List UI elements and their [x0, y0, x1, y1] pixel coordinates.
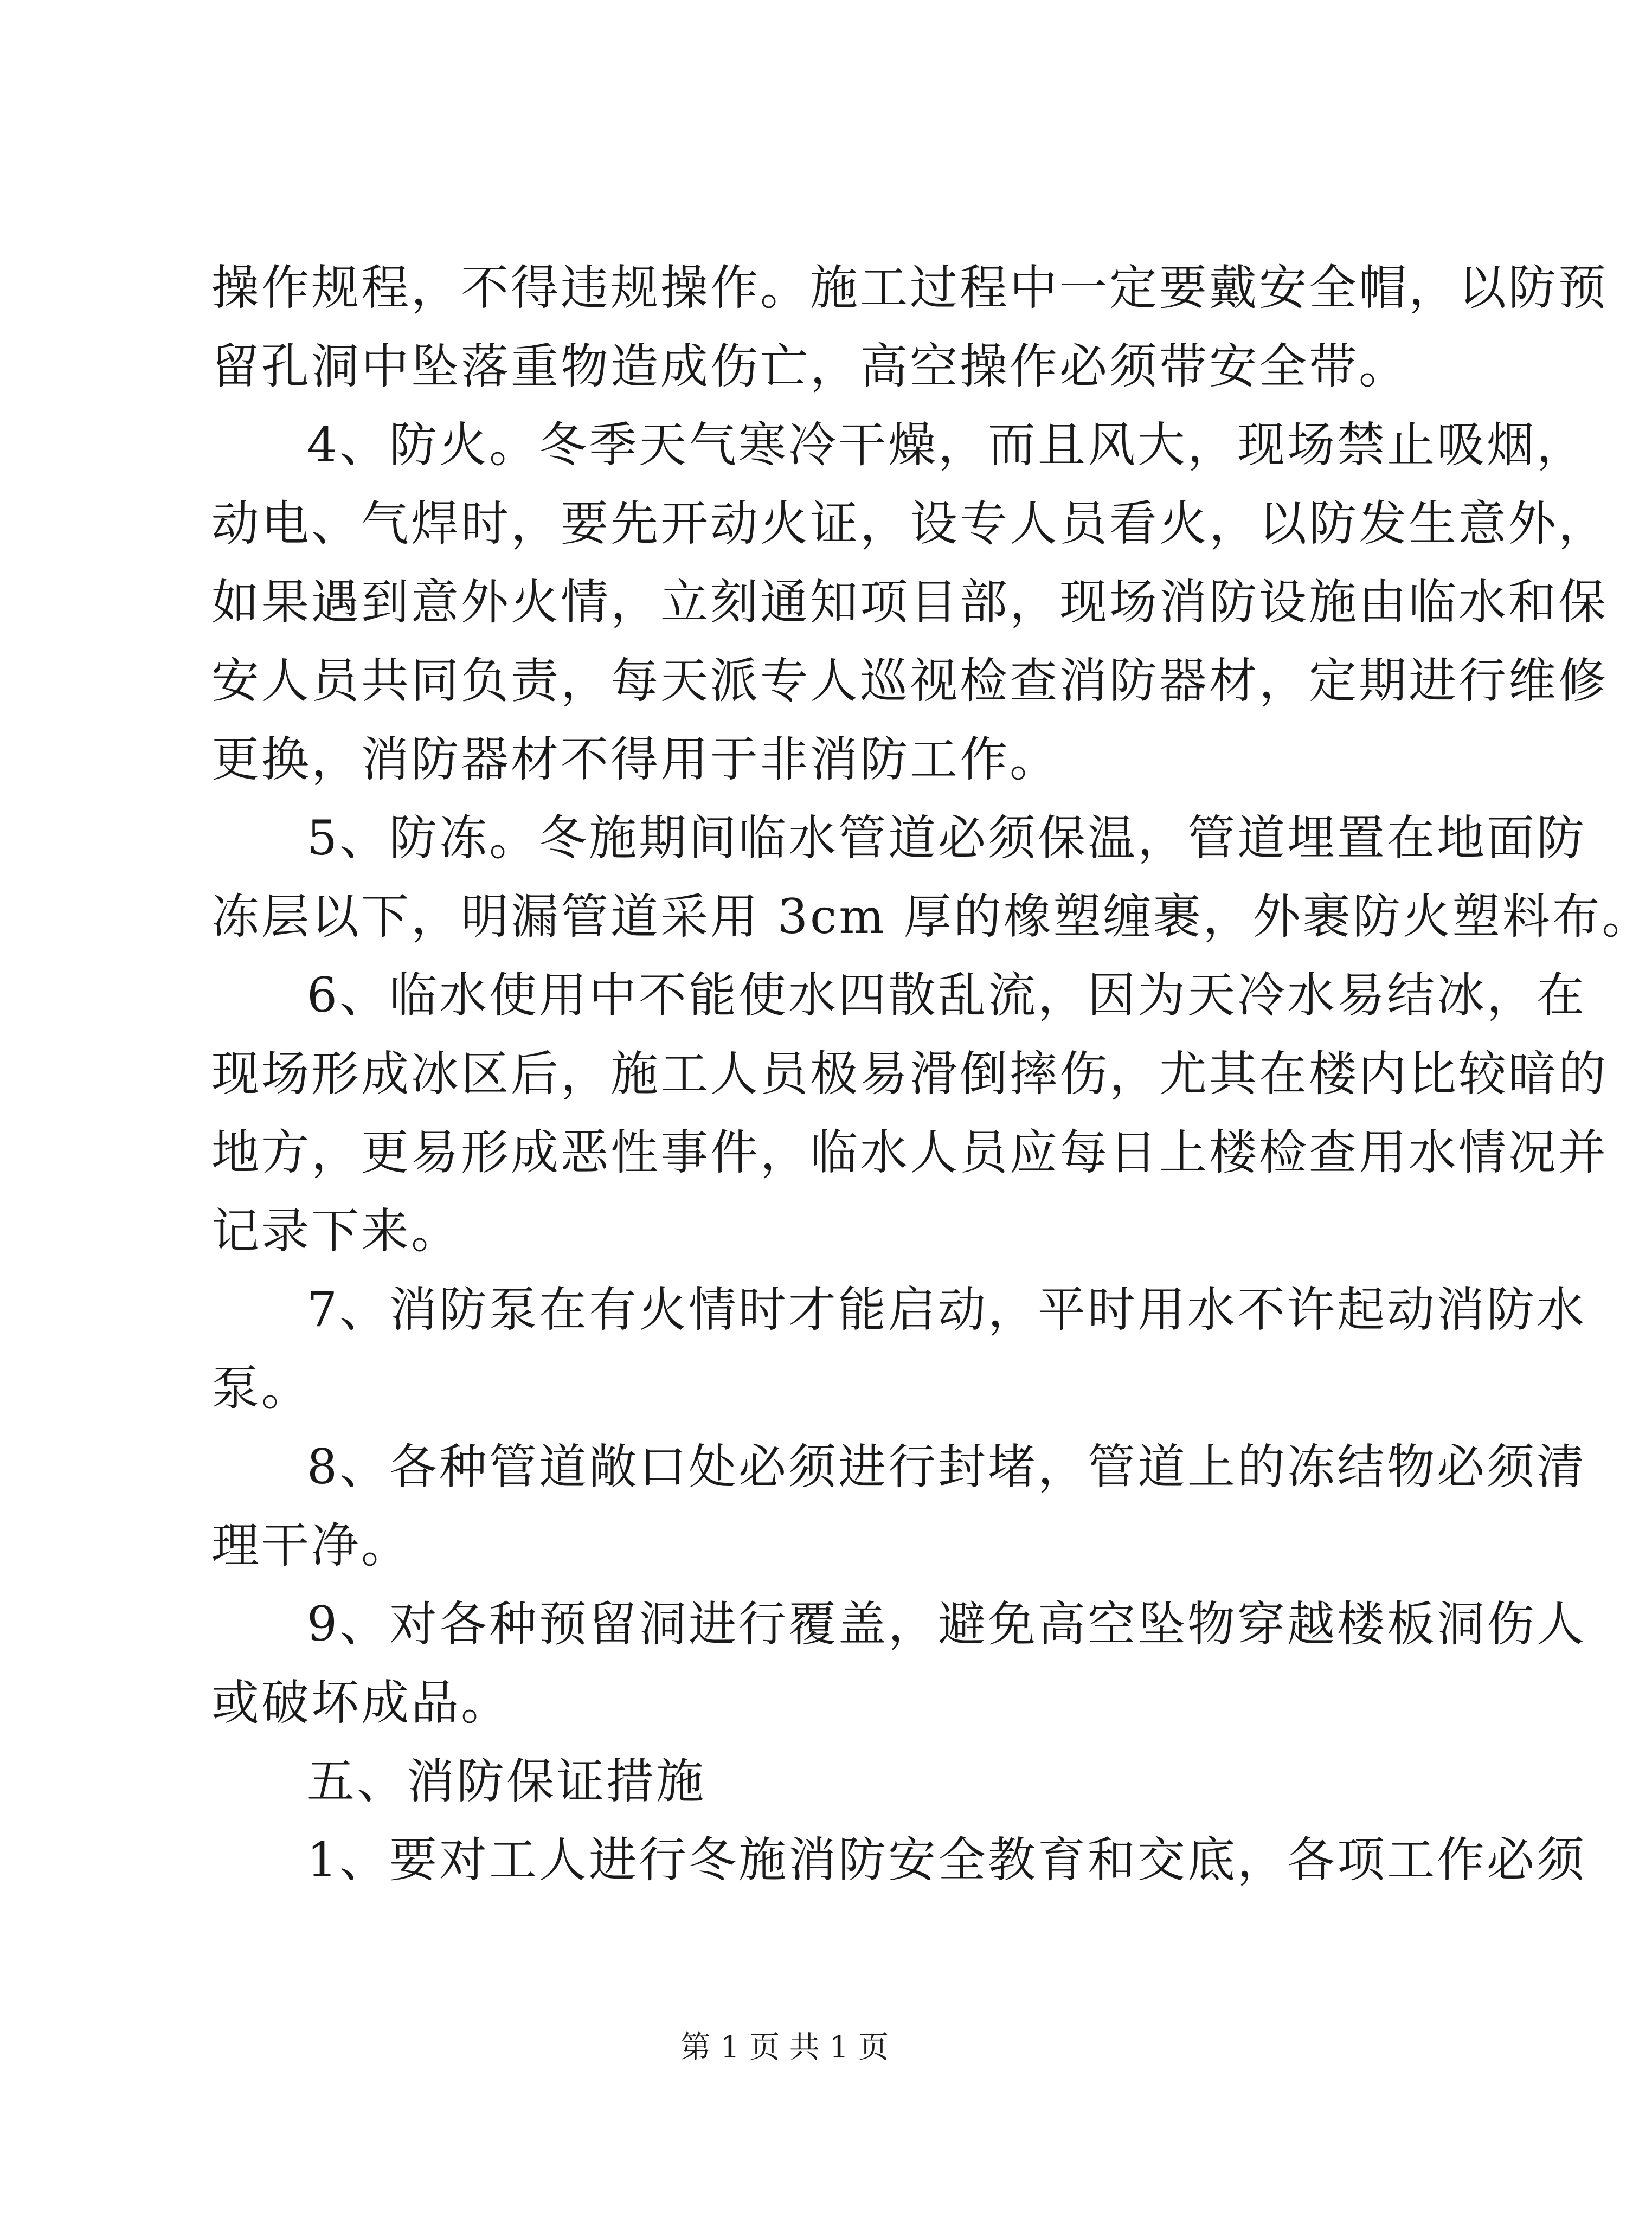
text-line: 7、消防泵在有火情时才能启动，平时用水不许起动消防水: [307, 1282, 1586, 1337]
text-line: 记录下来。: [211, 1203, 461, 1259]
text-line: 地方，更易形成恶性事件，临水人员应每日上楼检查用水情况并: [211, 1124, 1609, 1180]
text-line: 或破坏成品。: [211, 1675, 511, 1731]
text-line: 9、对各种预留洞进行覆盖，避免高空坠物穿越楼板洞伤人: [307, 1596, 1586, 1652]
text-line: 6、临水使用中不能使水四散乱流，因为天冷水易结冰，在: [307, 967, 1586, 1023]
text-line: 安人员共同负责，每天派专人巡视检查消防器材，定期进行维修: [211, 653, 1609, 709]
text-line: 4、防火。冬季天气寒冷干燥，而且风大，现场禁止吸烟，: [307, 417, 1586, 473]
text-line: 理干净。: [211, 1517, 412, 1573]
document-body: [211, 248, 1652, 1899]
text-line: 现场形成冰区后，施工人员极易滑倒摔伤，尤其在楼内比较暗的: [211, 1046, 1609, 1102]
text-line: 留孔洞中坠落重物造成伤亡，高空操作必须带安全带。: [211, 338, 1409, 394]
page-footer: 第 1 页 共 1 页: [680, 2030, 889, 2065]
text-line: 五、消防保证措施: [307, 1753, 706, 1809]
text-line: 如果遇到意外火情，立刻通知项目部，现场消防设施由临水和保: [211, 574, 1609, 630]
text-line: 动电、气焊时，要先开动火证，设专人员看火，以防发生意外，: [211, 496, 1609, 551]
text-line: 更换，消防器材不得用于非消防工作。: [211, 731, 1060, 787]
text-line: 5、防冻。冬施期间临水管道必须保温，管道埋置在地面防: [307, 810, 1586, 866]
text-line: 操作规程，不得违规操作。施工过程中一定要戴安全帽，以防预: [211, 260, 1609, 316]
text-line: 冻层以下，明漏管道采用 3cm 厚的橡塑缠裹，外裹防火塑料布。: [211, 889, 1652, 944]
text-line: 8、各种管道敞口处必须进行封堵，管道上的冻结物必须清: [307, 1439, 1586, 1495]
text-line: 1、要对工人进行冬施消防安全教育和交底，各项工作必须: [307, 1832, 1586, 1888]
text-line: 泵。: [211, 1360, 312, 1416]
